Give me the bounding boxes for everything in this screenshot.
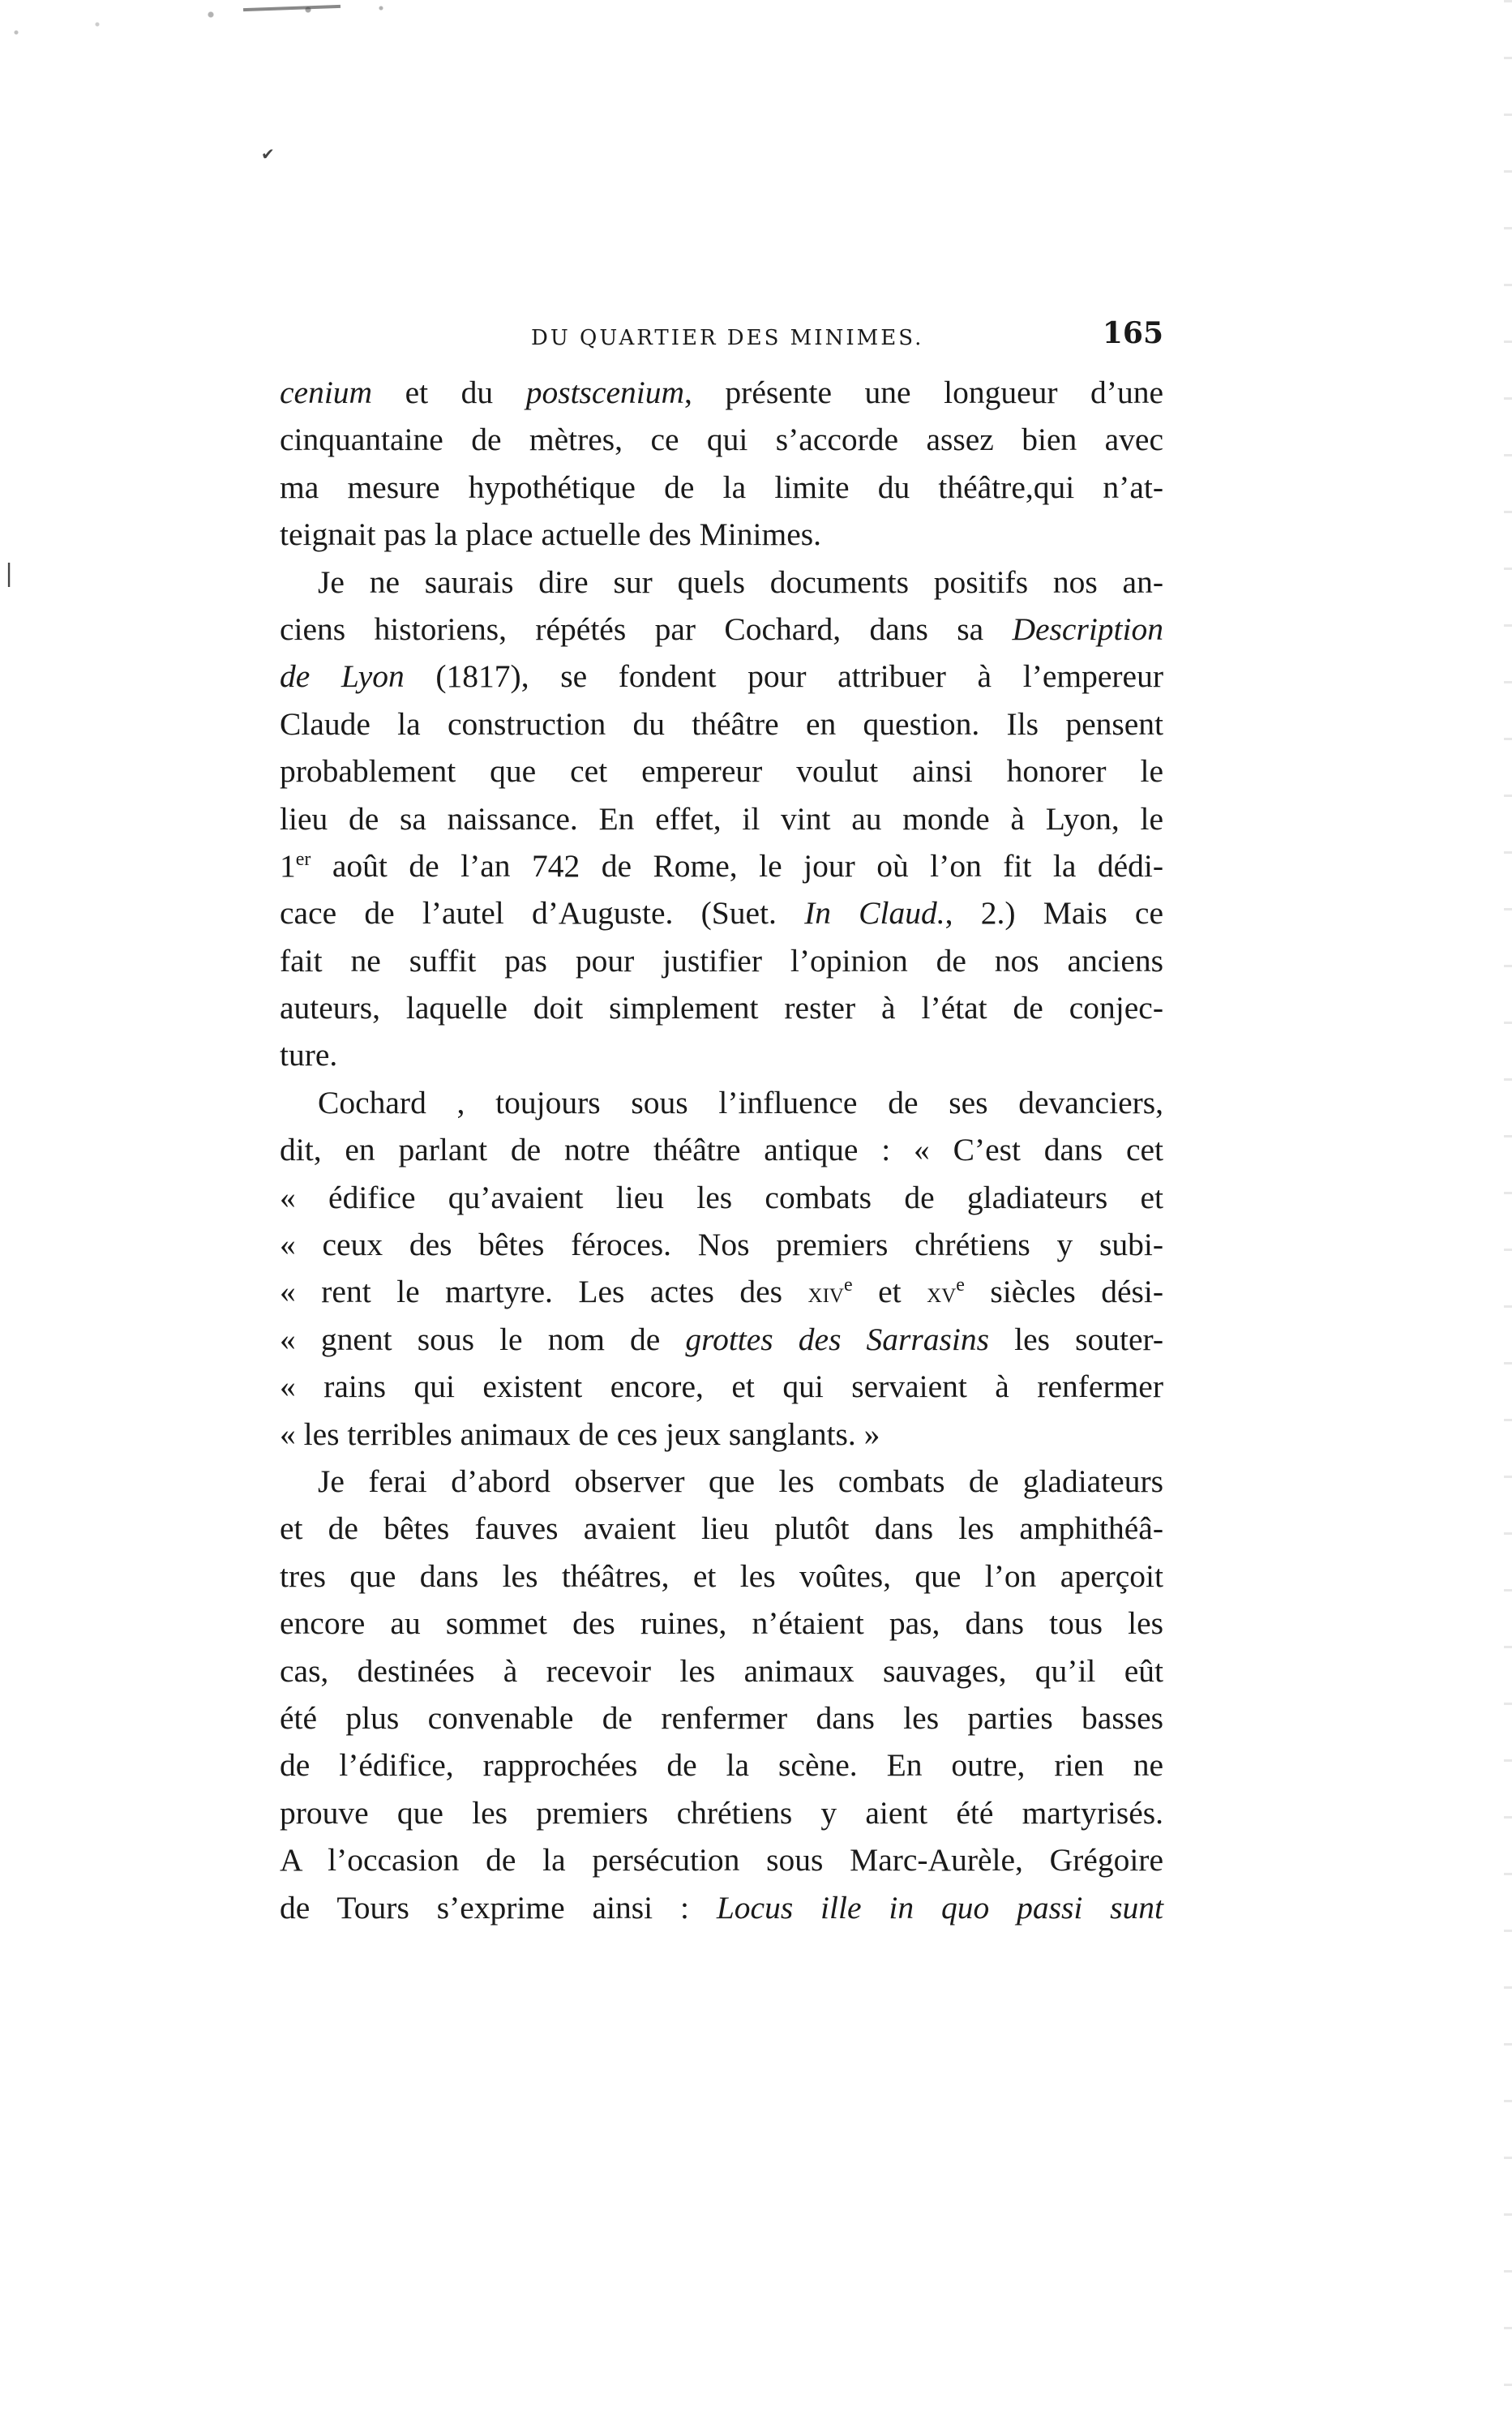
- text-run: fait ne suffit pas pour justifier l’opinion de nos anciens: [280, 942, 1163, 979]
- text-run: août de l’an 742 de Rome, le jour où l’on fit la dédi-: [311, 847, 1163, 884]
- text-run: Je ne saurais dire sur quels documents positifs nos an-: [318, 563, 1163, 600]
- text-run: ciens historiens, répétés par Cochard, dans sa: [280, 610, 1013, 647]
- superscript-text: e: [843, 1274, 853, 1296]
- page-header: [280, 316, 1163, 357]
- margin-tick: |: [5, 559, 14, 588]
- text-line: [280, 748, 1163, 795]
- text-run: siècles dési-: [964, 1274, 1163, 1310]
- text-line: [280, 1221, 1163, 1268]
- text-run: probablement que cet empereur voulut ainsi honorer le: [280, 753, 1163, 790]
- text-run: de Tours s’exprime ainsi :: [280, 1889, 717, 1926]
- text-line: [280, 1363, 1163, 1410]
- italic-text: cenium: [280, 375, 373, 410]
- text-run: cace de l’autel d’Auguste. (Suet.: [280, 895, 805, 932]
- text-line: [280, 1316, 1163, 1363]
- text-run: ma mesure hypothétique de la limite du théâtre,qui n’at-: [280, 469, 1163, 505]
- text-run: A l’occasion de la persécution sous Marc-Aurèle, Grégoire: [280, 1842, 1163, 1879]
- text-line: [280, 1268, 1163, 1315]
- text-run: , 2.) Mais ce: [944, 895, 1163, 932]
- text-line: [280, 1174, 1163, 1221]
- superscript-text: e: [956, 1274, 965, 1296]
- text-line: [280, 464, 1163, 511]
- text-run: et du: [372, 375, 526, 410]
- text-line: [280, 889, 1163, 936]
- text-line: [280, 1079, 1163, 1126]
- text-line: [280, 1458, 1163, 1505]
- text-line: [280, 416, 1163, 463]
- text-line: [280, 606, 1163, 653]
- text-run: tres que dans les théâtres, et les voûtes, que l’on aperçoit: [280, 1557, 1163, 1594]
- superscript-text: er: [295, 848, 311, 870]
- scan-noise-right-edge: [1504, 0, 1512, 2429]
- text-line: [280, 1789, 1163, 1836]
- text-line: [280, 984, 1163, 1031]
- text-run: teignait pas la place actuelle des Minimes.: [280, 516, 821, 553]
- italic-text: In Claud.: [804, 895, 945, 932]
- text-run: ture.: [280, 1037, 338, 1073]
- text-line: [280, 795, 1163, 842]
- text-line: [280, 1836, 1163, 1883]
- scan-speck: ✔︎: [261, 144, 275, 164]
- text-run: « les terribles animaux de ces jeux sanglants. »: [280, 1416, 880, 1452]
- text-run: « rains qui existent encore, et qui servaient à renfermer: [280, 1369, 1163, 1405]
- text-run: auteurs, laquelle doit simplement rester à l’état de conjec-: [280, 990, 1163, 1026]
- text-line: [280, 700, 1163, 748]
- text-line: [280, 1694, 1163, 1741]
- text-line: [280, 842, 1163, 889]
- text-line: [280, 511, 1163, 558]
- text-line: [280, 1741, 1163, 1789]
- text-run: encore au sommet des ruines, n’étaient pas, dans tous les: [280, 1605, 1163, 1642]
- text-run: xv: [927, 1277, 957, 1309]
- text-run: cinquantaine de mètres, ce qui s’accorde assez bien avec: [280, 422, 1163, 458]
- text-run: « édifice qu’avaient lieu les combats de gladiateurs et: [280, 1179, 1163, 1215]
- body-text: [280, 369, 1163, 1931]
- italic-text: Locus ille in quo passi sunt: [716, 1889, 1163, 1926]
- text-run: « rent le martyre. Les actes des: [280, 1274, 808, 1310]
- text-run: « ceux des bêtes féroces. Nos premiers chrétiens y subi-: [280, 1227, 1163, 1263]
- text-line: [280, 1647, 1163, 1694]
- italic-text: postscenium: [525, 375, 684, 410]
- italic-text: Description: [1012, 610, 1163, 647]
- italic-text: grottes des Sarrasins: [685, 1321, 990, 1357]
- text-run: les souter-: [989, 1321, 1164, 1357]
- text-run: de l’édifice, rapprochées de la scène. En outre, rien ne: [280, 1747, 1163, 1784]
- text-line: [280, 1126, 1163, 1173]
- text-run: dit, en parlant de notre théâtre antique : « C’est dans cet: [280, 1132, 1163, 1168]
- page-number: 165: [1102, 316, 1163, 350]
- text-line: [280, 1031, 1163, 1078]
- text-run: cas, destinées à recevoir les animaux sauvages, qu’il eût: [280, 1652, 1163, 1689]
- text-run: (1817), se fondent pour attribuer à l’empereur: [404, 658, 1163, 695]
- text-line: [280, 653, 1163, 700]
- text-line: [280, 559, 1163, 606]
- italic-text: de Lyon: [280, 658, 405, 695]
- text-line: [280, 1553, 1163, 1600]
- text-run: « gnent sous le nom de: [280, 1321, 686, 1357]
- running-head: DU QUARTIER DES MINIMES.: [531, 326, 924, 350]
- text-run: Claude la construction du théâtre en question. Ils pensent: [280, 705, 1163, 742]
- text-run: prouve que les premiers chrétiens y aient été martyrisés.: [280, 1794, 1163, 1831]
- text-line: [280, 937, 1163, 984]
- text-run: xiv: [807, 1277, 844, 1309]
- text-line: [280, 1411, 1163, 1458]
- text-run: et de bêtes fauves avaient lieu plutôt dans les amphithéâ-: [280, 1510, 1163, 1547]
- text-run: , présente une longueur d’une: [684, 375, 1163, 410]
- text-run: été plus convenable de renfermer dans les parties basses: [280, 1699, 1163, 1736]
- text-line: [280, 1884, 1163, 1931]
- text-run: 1: [280, 847, 296, 884]
- text-line: [280, 1600, 1163, 1647]
- text-line: [280, 369, 1163, 416]
- text-run: lieu de sa naissance. En effet, il vint au monde à Lyon, le: [280, 800, 1163, 837]
- text-run: et: [852, 1274, 927, 1310]
- text-line: [280, 1505, 1163, 1552]
- text-run: Je ferai d’abord observer que les combats de gladiateurs: [318, 1463, 1163, 1499]
- text-run: Cochard , toujours sous l’influence de ses devanciers,: [318, 1084, 1163, 1120]
